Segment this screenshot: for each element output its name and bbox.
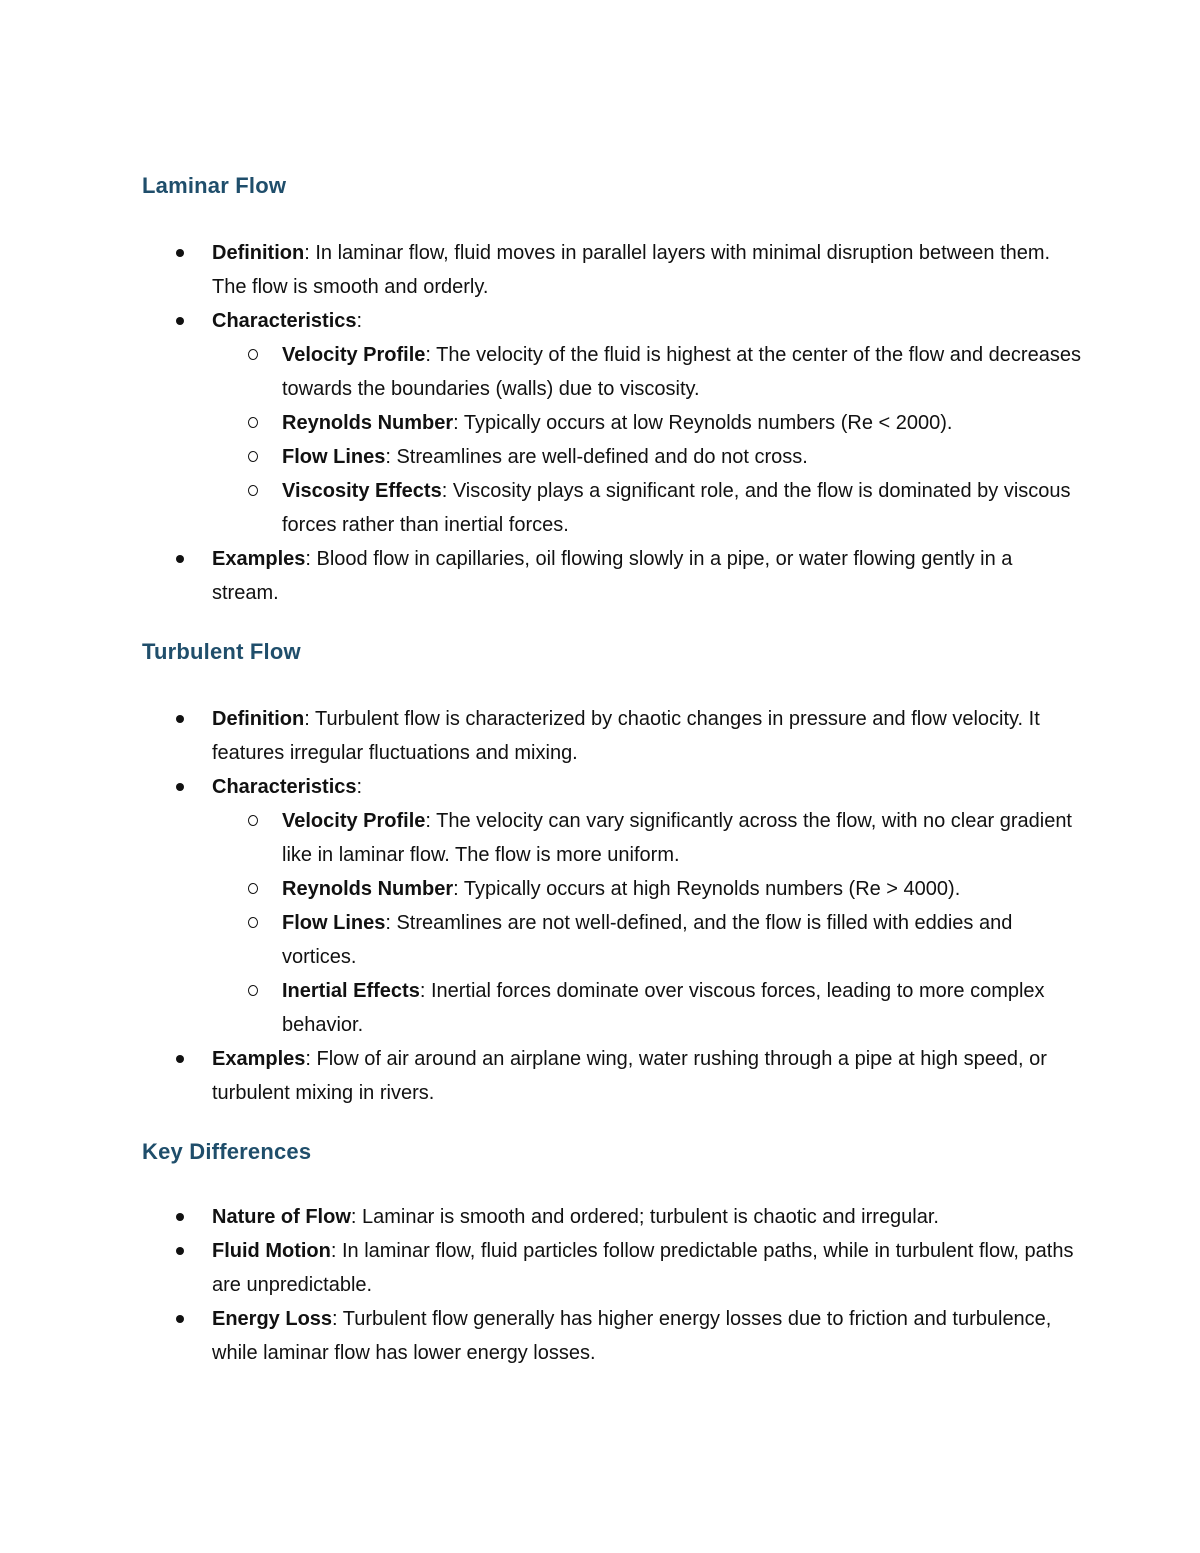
item-text: : Typically occurs at high Reynolds numbers (Re > 4000). (453, 878, 961, 900)
item-text: : Typically occurs at low Reynolds numbers (Re < 2000). (453, 412, 953, 434)
bullet-icon (176, 1247, 184, 1255)
bullet-icon (176, 1213, 184, 1221)
circle-bullet-icon (248, 349, 258, 360)
bullet-icon (176, 555, 184, 563)
item-term: Inertial Effects (282, 980, 420, 1002)
bullet-icon (176, 249, 184, 257)
item-term: Examples (212, 548, 306, 570)
section-heading: Key Differences (142, 1139, 312, 1164)
list-item (142, 304, 1082, 542)
circle-bullet-icon (248, 883, 258, 894)
list-item (142, 906, 1082, 974)
bullet-list (142, 236, 1082, 610)
section-heading: Laminar Flow (142, 173, 287, 198)
item-text: : In laminar flow, fluid moves in parallel layers with minimal disruption between them. The flow is smooth and orderly. (212, 242, 1051, 298)
item-term: Definition (212, 708, 305, 730)
list-item (142, 440, 1082, 474)
item-term: Characteristics (212, 310, 357, 332)
item-term: Flow Lines (282, 912, 386, 934)
list-item (142, 338, 1082, 406)
item-term: Flow Lines (282, 446, 386, 468)
turbulent-flow-section (142, 637, 1082, 1110)
item-term: Viscosity Effects (282, 480, 442, 502)
list-item (142, 474, 1082, 542)
list-item (142, 1234, 1082, 1302)
item-term: Nature of Flow (212, 1206, 351, 1228)
list-item (142, 236, 1082, 304)
circle-bullet-icon (248, 815, 258, 826)
bullet-icon (176, 783, 184, 791)
bullet-icon (176, 1315, 184, 1323)
item-text: : Viscosity plays a significant role, and the flow is dominated by viscous forces rather than inertial forces. (282, 480, 1071, 536)
list-item (142, 702, 1082, 770)
bullet-icon (176, 317, 184, 325)
item-term: Definition (212, 242, 305, 264)
sub-list (212, 338, 1082, 542)
item-text: : Blood flow in capillaries, oil flowing slowly in a pipe, or water flowing gently in a stream. (212, 548, 1013, 604)
key-differences-section (142, 1137, 1082, 1370)
item-term: Examples (212, 1048, 306, 1070)
list-item (142, 770, 1082, 1042)
list-item (142, 872, 1082, 906)
item-text: : In laminar flow, fluid particles follow predictable paths, while in turbulent flow, paths are unpredictable. (212, 1240, 1074, 1296)
item-term: Fluid Motion (212, 1240, 331, 1262)
bullet-icon (176, 715, 184, 723)
item-text: : Streamlines are well-defined and do not cross. (385, 446, 808, 468)
section-heading: Turbulent Flow (142, 639, 301, 664)
item-term: Velocity Profile (282, 344, 426, 366)
item-term: Characteristics (212, 776, 357, 798)
bullet-icon (176, 1055, 184, 1063)
list-item (142, 542, 1082, 610)
item-text: : (356, 776, 363, 798)
item-text: : Flow of air around an airplane wing, water rushing through a pipe at high speed, or turbulent mixing in rivers. (212, 1048, 1047, 1104)
circle-bullet-icon (248, 917, 258, 928)
list-item (142, 974, 1082, 1042)
circle-bullet-icon (248, 985, 258, 996)
item-text: : Streamlines are not well-defined, and the flow is filled with eddies and vortices. (282, 912, 1013, 968)
item-text: : Turbulent flow generally has higher energy losses due to friction and turbulence, while laminar flow has lower energy losses. (212, 1308, 1052, 1364)
item-term: Velocity Profile (282, 810, 426, 832)
item-text: : (356, 310, 363, 332)
laminar-flow-section (142, 171, 1082, 610)
circle-bullet-icon (248, 485, 258, 496)
list-item (142, 406, 1082, 440)
item-text: : Inertial forces dominate over viscous forces, leading to more complex behavior. (282, 980, 1045, 1036)
list-item (142, 1042, 1082, 1110)
list-item (142, 804, 1082, 872)
sub-list (212, 804, 1082, 1042)
bullet-list (142, 702, 1082, 1110)
list-item (142, 1200, 1082, 1234)
bullet-list (142, 1200, 1082, 1370)
item-text: : Laminar is smooth and ordered; turbulent is chaotic and irregular. (350, 1206, 939, 1228)
item-text: : Turbulent flow is characterized by chaotic changes in pressure and flow velocity. It features irregular fluctuations and mixing. (212, 708, 1040, 764)
item-text: : The velocity can vary significantly across the flow, with no clear gradient like in laminar flow. The flow is more uniform. (282, 810, 1072, 866)
item-term: Reynolds Number (282, 412, 454, 434)
list-item (142, 1302, 1082, 1370)
item-term: Energy Loss (212, 1308, 333, 1330)
item-text: : The velocity of the fluid is highest at the center of the flow and decreases towards the boundaries (walls) due to viscosity. (282, 344, 1081, 400)
circle-bullet-icon (248, 417, 258, 428)
circle-bullet-icon (248, 451, 258, 462)
item-term: Reynolds Number (282, 878, 454, 900)
